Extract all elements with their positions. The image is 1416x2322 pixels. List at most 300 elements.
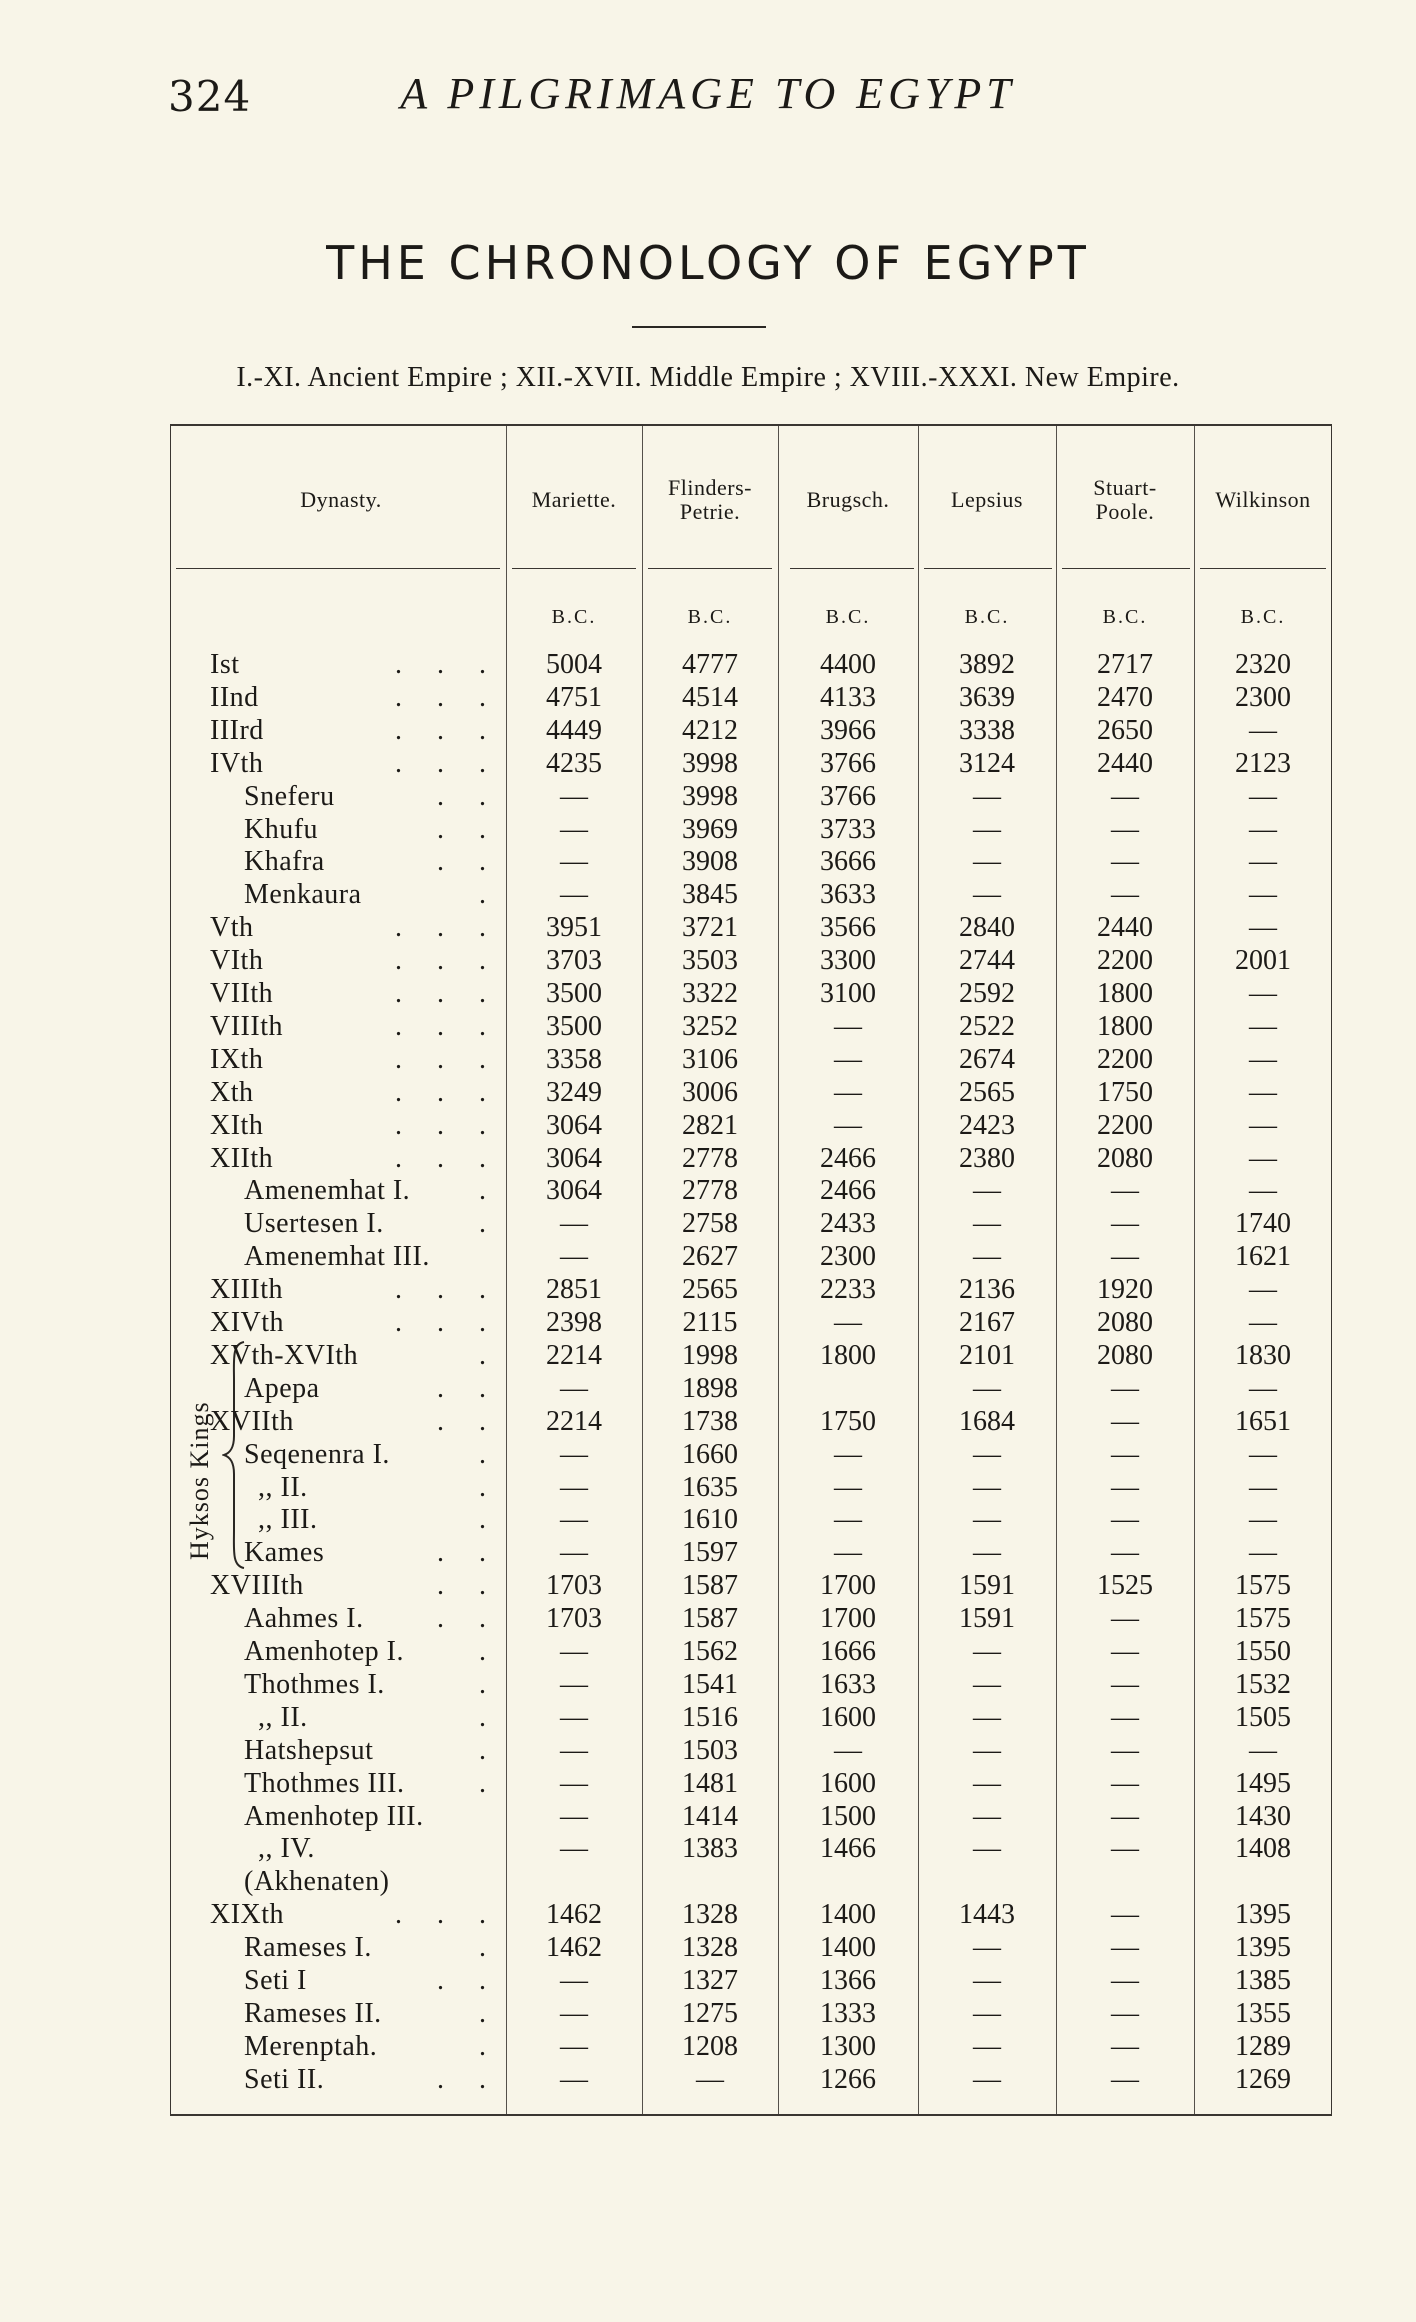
dynasty-name: XIIth xyxy=(210,1142,274,1174)
date-cell: — xyxy=(560,1471,588,1503)
date-cell: — xyxy=(973,2063,1001,2095)
date-cell: 1400 xyxy=(820,1899,876,1931)
date-cell: — xyxy=(1111,1767,1139,1799)
table-row xyxy=(0,1043,1416,1076)
date-cell: 4235 xyxy=(546,747,602,779)
date-cell: 1800 xyxy=(1097,978,1153,1009)
table-row xyxy=(0,1109,1416,1142)
leader-dots: . xyxy=(479,1471,500,1503)
date-cell: 1385 xyxy=(1235,1965,1291,1996)
date-cell: 2440 xyxy=(1097,747,1153,779)
date-cell: — xyxy=(1111,813,1139,845)
date-cell: — xyxy=(1249,1372,1277,1404)
leader-dots: . xyxy=(479,1734,500,1766)
date-cell: — xyxy=(834,1010,862,1042)
leader-dots: . xyxy=(479,2030,500,2062)
dynasty-name: XVIIth xyxy=(210,1405,294,1437)
dynasty-name: ,, III. xyxy=(258,1504,318,1536)
dynasty-name: XVIIIth xyxy=(210,1570,304,1602)
dynasty-name: Vth xyxy=(210,912,254,944)
table-row xyxy=(0,648,1416,681)
dynasty-name: Ist xyxy=(210,649,240,680)
dynasty-name: Thothmes I. xyxy=(244,1668,385,1700)
dynasty-name: Amenemhat I. xyxy=(244,1175,411,1207)
date-cell: — xyxy=(1249,1109,1277,1141)
header-rule xyxy=(512,568,636,569)
leader-dots: . xyxy=(479,1767,500,1799)
bc-unit: B.C. xyxy=(1240,606,1286,628)
date-cell: 1898 xyxy=(682,1372,738,1404)
header-rule xyxy=(1062,568,1190,569)
date-cell: 1700 xyxy=(820,1570,876,1602)
date-cell: 2115 xyxy=(682,1307,738,1338)
leader-dots: . . xyxy=(437,1965,500,1996)
date-cell: 1503 xyxy=(682,1734,738,1766)
date-cell: 2717 xyxy=(1097,649,1153,680)
date-cell: — xyxy=(1111,1734,1139,1766)
date-cell: 1703 xyxy=(546,1603,602,1635)
date-cell: — xyxy=(1111,1438,1139,1470)
date-cell: — xyxy=(973,813,1001,845)
date-cell: 1495 xyxy=(1235,1767,1291,1799)
dynasty-name: ,, II. xyxy=(258,1471,308,1503)
date-cell: — xyxy=(1111,1175,1139,1207)
date-cell: — xyxy=(1111,1208,1139,1240)
date-cell: — xyxy=(1249,879,1277,911)
dynasty-name: Usertesen I. xyxy=(244,1208,384,1240)
table-row xyxy=(0,1405,1416,1438)
date-cell: — xyxy=(560,1701,588,1733)
date-cell: — xyxy=(834,1076,862,1108)
date-cell: 2466 xyxy=(820,1142,876,1174)
date-cell: — xyxy=(973,1208,1001,1240)
table-row xyxy=(0,1964,1416,1997)
date-cell: — xyxy=(973,1504,1001,1536)
dynasty-name: Xth xyxy=(210,1076,254,1108)
date-cell: 3766 xyxy=(820,747,876,779)
date-cell: 2380 xyxy=(959,1142,1015,1174)
date-cell: 1462 xyxy=(546,1899,602,1931)
column-header-petrie: Flinders- Petrie. xyxy=(668,475,752,524)
date-cell: — xyxy=(560,1372,588,1404)
date-cell: — xyxy=(973,1767,1001,1799)
date-cell: 2440 xyxy=(1097,912,1153,944)
date-cell: — xyxy=(1111,1537,1139,1569)
dynasty-name: Sneferu xyxy=(244,780,335,812)
date-cell: 1462 xyxy=(546,1932,602,1964)
table-row xyxy=(0,1931,1416,1964)
table-row xyxy=(0,2063,1416,2096)
date-cell: 2233 xyxy=(820,1274,876,1306)
header-rule xyxy=(790,568,914,569)
date-cell: — xyxy=(560,1833,588,1865)
leader-dots: . xyxy=(479,1701,500,1733)
date-cell: — xyxy=(560,1767,588,1799)
dynasty-name: IVth xyxy=(210,747,264,779)
date-cell: — xyxy=(560,846,588,878)
date-cell: — xyxy=(973,1965,1001,1996)
leader-dots: . . xyxy=(437,1570,500,1602)
date-cell: 1266 xyxy=(820,2063,876,2095)
date-cell: — xyxy=(973,2030,1001,2062)
header-rule xyxy=(1200,568,1326,569)
date-cell: — xyxy=(1249,1043,1277,1075)
date-cell: 3500 xyxy=(546,1010,602,1042)
date-cell: — xyxy=(973,879,1001,911)
table-row xyxy=(0,1471,1416,1504)
leader-dots: . . xyxy=(437,780,500,812)
date-cell: — xyxy=(560,1734,588,1766)
date-cell: — xyxy=(973,1438,1001,1470)
date-cell: 1998 xyxy=(682,1339,738,1371)
date-cell: — xyxy=(1249,978,1277,1009)
date-cell: — xyxy=(973,1372,1001,1404)
date-cell: 1516 xyxy=(682,1701,738,1733)
table-row xyxy=(0,1832,1416,1865)
date-cell: 4400 xyxy=(820,649,876,680)
header-rule xyxy=(176,568,500,569)
date-cell: — xyxy=(834,1504,862,1536)
date-cell: 1505 xyxy=(1235,1701,1291,1733)
dynasty-name: XIIIth xyxy=(210,1274,283,1306)
date-cell: — xyxy=(1249,1175,1277,1207)
dynasty-name: Apepa xyxy=(244,1372,320,1404)
table-row xyxy=(0,1602,1416,1635)
dynasty-name: XIXth xyxy=(210,1899,285,1931)
date-cell: 1591 xyxy=(959,1603,1015,1635)
dynasty-name: ,, II. xyxy=(258,1701,308,1733)
date-cell: 2080 xyxy=(1097,1307,1153,1338)
date-cell: — xyxy=(973,1241,1001,1273)
table-row xyxy=(0,1503,1416,1536)
date-cell: 2200 xyxy=(1097,945,1153,977)
date-cell: — xyxy=(1249,813,1277,845)
leader-dots: . xyxy=(479,1932,500,1964)
date-cell: 3300 xyxy=(820,945,876,977)
date-cell: 1443 xyxy=(959,1899,1015,1931)
date-cell: 1740 xyxy=(1235,1208,1291,1240)
date-cell: 1562 xyxy=(682,1636,738,1667)
table-row xyxy=(0,1174,1416,1207)
table-row xyxy=(0,1800,1416,1833)
table-row xyxy=(0,681,1416,714)
dynasty-name: Seti II. xyxy=(244,2063,325,2095)
date-cell: 1550 xyxy=(1235,1636,1291,1667)
date-cell: — xyxy=(560,1537,588,1569)
dynasty-name: Amenhotep III. xyxy=(244,1800,424,1832)
date-cell: 2398 xyxy=(546,1307,602,1338)
date-cell: 1750 xyxy=(1097,1076,1153,1108)
date-cell: — xyxy=(973,1636,1001,1667)
date-cell: — xyxy=(1111,1504,1139,1536)
date-cell: — xyxy=(1249,1076,1277,1108)
bc-unit: B.C. xyxy=(1102,606,1148,628)
leader-dots: . . . xyxy=(395,912,500,944)
dynasty-name: Hatshepsut xyxy=(244,1734,374,1766)
date-cell: 2851 xyxy=(546,1274,602,1306)
date-cell: — xyxy=(1111,780,1139,812)
date-cell: 2522 xyxy=(959,1010,1015,1042)
date-cell: — xyxy=(560,1241,588,1273)
date-cell: 1597 xyxy=(682,1537,738,1569)
date-cell: 4212 xyxy=(682,714,738,746)
date-cell: — xyxy=(1111,2063,1139,2095)
date-cell: — xyxy=(1111,1241,1139,1273)
dynasty-name: Seti I xyxy=(244,1965,307,1996)
column-header-lepsius: Lepsius xyxy=(951,487,1023,512)
date-cell: — xyxy=(1111,879,1139,911)
leader-dots: . . . xyxy=(395,1010,500,1042)
date-cell: 1830 xyxy=(1235,1339,1291,1371)
date-cell: — xyxy=(1111,1833,1139,1865)
date-cell: 2200 xyxy=(1097,1109,1153,1141)
date-cell: — xyxy=(1249,1142,1277,1174)
date-cell: — xyxy=(834,1043,862,1075)
date-cell: 1575 xyxy=(1235,1570,1291,1602)
header-rule xyxy=(924,568,1052,569)
date-cell: 1466 xyxy=(820,1833,876,1865)
date-cell: 4751 xyxy=(546,681,602,713)
date-cell: — xyxy=(560,1208,588,1240)
date-cell: — xyxy=(560,1504,588,1536)
date-cell: — xyxy=(1249,1307,1277,1338)
date-cell: 2627 xyxy=(682,1241,738,1273)
dynasty-name: Rameses I. xyxy=(244,1932,372,1964)
date-cell: — xyxy=(973,1471,1001,1503)
date-cell: — xyxy=(1249,1010,1277,1042)
leader-dots: . xyxy=(479,1997,500,2029)
dynasty-name: IXth xyxy=(210,1043,264,1075)
dynasty-name: Aahmes I. xyxy=(244,1603,364,1635)
table-row xyxy=(0,1372,1416,1405)
date-cell: — xyxy=(1249,780,1277,812)
leader-dots: . . xyxy=(437,1372,500,1404)
leader-dots: . . . xyxy=(395,1043,500,1075)
date-cell: 3106 xyxy=(682,1043,738,1075)
page-number: 324 xyxy=(168,72,252,121)
table-row xyxy=(0,747,1416,780)
date-cell: 2758 xyxy=(682,1208,738,1240)
date-cell: 1408 xyxy=(1235,1833,1291,1865)
date-cell: 1591 xyxy=(959,1570,1015,1602)
table-row xyxy=(0,1898,1416,1931)
date-cell: 1750 xyxy=(820,1405,876,1437)
date-cell: — xyxy=(973,1537,1001,1569)
date-cell: 1587 xyxy=(682,1603,738,1635)
date-cell: 2650 xyxy=(1097,714,1153,746)
date-cell: 2423 xyxy=(959,1109,1015,1141)
table-row xyxy=(0,813,1416,846)
dynasty-name: VIth xyxy=(210,945,264,977)
header-rule xyxy=(648,568,772,569)
leader-dots: . . . xyxy=(395,681,500,713)
date-cell: 1666 xyxy=(820,1636,876,1667)
date-cell: 2123 xyxy=(1235,747,1291,779)
date-cell: 1414 xyxy=(682,1800,738,1832)
date-cell: 1800 xyxy=(1097,1010,1153,1042)
dynasty-name: Menkaura xyxy=(244,879,362,911)
date-cell: — xyxy=(1249,1537,1277,1569)
leader-dots: . . xyxy=(437,846,500,878)
date-cell: 1481 xyxy=(682,1767,738,1799)
date-cell: — xyxy=(560,1438,588,1470)
date-cell: — xyxy=(1111,1636,1139,1667)
date-cell: 1920 xyxy=(1097,1274,1153,1306)
table-row xyxy=(0,977,1416,1010)
leader-dots: . xyxy=(479,1668,500,1700)
date-cell: 1621 xyxy=(1235,1241,1291,1273)
date-cell: 4777 xyxy=(682,649,738,680)
dynasty-name: VIIIth xyxy=(210,1010,283,1042)
date-cell: 1383 xyxy=(682,1833,738,1865)
date-cell: — xyxy=(560,1800,588,1832)
date-cell: — xyxy=(560,1636,588,1667)
date-cell: 1275 xyxy=(682,1997,738,2029)
dynasty-name: VIIth xyxy=(210,978,274,1009)
date-cell: 1289 xyxy=(1235,2030,1291,2062)
date-cell: — xyxy=(973,1800,1001,1832)
leader-dots: . . . xyxy=(395,1274,500,1306)
date-cell: 1327 xyxy=(682,1965,738,1996)
date-cell: 2433 xyxy=(820,1208,876,1240)
date-cell: 1430 xyxy=(1235,1800,1291,1832)
date-cell: — xyxy=(973,780,1001,812)
leader-dots: . . . xyxy=(395,1142,500,1174)
date-cell: 3064 xyxy=(546,1109,602,1141)
date-cell: 2080 xyxy=(1097,1142,1153,1174)
date-cell: — xyxy=(1111,2030,1139,2062)
date-cell: — xyxy=(1249,846,1277,878)
date-cell: 3249 xyxy=(546,1076,602,1108)
date-cell: — xyxy=(834,1734,862,1766)
table-row xyxy=(0,1207,1416,1240)
table-row xyxy=(0,1306,1416,1339)
date-cell: 3252 xyxy=(682,1010,738,1042)
date-cell: — xyxy=(834,1471,862,1503)
table-row xyxy=(0,878,1416,911)
date-cell: 3639 xyxy=(959,681,1015,713)
leader-dots: . . . xyxy=(395,1899,500,1931)
bc-unit: B.C. xyxy=(551,606,597,628)
date-cell: 3633 xyxy=(820,879,876,911)
dynasty-name: (Akhenaten) xyxy=(244,1866,390,1898)
date-cell: 3124 xyxy=(959,747,1015,779)
date-cell: — xyxy=(973,1734,1001,1766)
date-cell: — xyxy=(1111,1603,1139,1635)
leader-dots: . . xyxy=(437,2063,500,2095)
dynasty-name: XVth-XVIth xyxy=(210,1339,359,1371)
date-cell: — xyxy=(1111,1965,1139,1996)
date-cell: 1500 xyxy=(820,1800,876,1832)
leader-dots: . . . xyxy=(395,1307,500,1338)
dynasty-name: Seqenenra I. xyxy=(244,1438,390,1470)
table-row xyxy=(0,1438,1416,1471)
date-cell: 3500 xyxy=(546,978,602,1009)
date-cell: 3966 xyxy=(820,714,876,746)
date-cell: 1651 xyxy=(1235,1405,1291,1437)
table-row xyxy=(0,1273,1416,1306)
date-cell: — xyxy=(560,1997,588,2029)
column-header-wilkinson: Wilkinson xyxy=(1215,487,1311,512)
date-cell: 2200 xyxy=(1097,1043,1153,1075)
bc-unit: B.C. xyxy=(964,606,1010,628)
date-cell: 1610 xyxy=(682,1504,738,1536)
date-cell: 1328 xyxy=(682,1899,738,1931)
date-cell: — xyxy=(834,1438,862,1470)
dynasty-name: XIVth xyxy=(210,1307,285,1338)
date-cell: — xyxy=(1111,1899,1139,1931)
date-cell: 1525 xyxy=(1097,1570,1153,1602)
dynasty-name: Khufu xyxy=(244,813,319,845)
date-cell: 2470 xyxy=(1097,681,1153,713)
date-cell: — xyxy=(1111,1701,1139,1733)
date-cell: 3908 xyxy=(682,846,738,878)
leader-dots: . xyxy=(479,1208,500,1240)
date-cell: 1208 xyxy=(682,2030,738,2062)
date-cell: 2214 xyxy=(546,1339,602,1371)
table-row xyxy=(0,1536,1416,1569)
date-cell: 3969 xyxy=(682,813,738,845)
date-cell: 3721 xyxy=(682,912,738,944)
leader-dots: . . . xyxy=(395,978,500,1009)
date-cell: 2300 xyxy=(820,1241,876,1273)
date-cell: 1587 xyxy=(682,1570,738,1602)
date-cell: 2214 xyxy=(546,1405,602,1437)
date-cell: 2778 xyxy=(682,1142,738,1174)
table-row xyxy=(0,1339,1416,1372)
leader-dots: . . . xyxy=(395,714,500,746)
table-row xyxy=(0,780,1416,813)
leader-dots: . . xyxy=(437,1603,500,1635)
date-cell: 3845 xyxy=(682,879,738,911)
leader-dots: . . . xyxy=(395,945,500,977)
date-cell: 2565 xyxy=(682,1274,738,1306)
table-row xyxy=(0,1010,1416,1043)
date-cell: 1269 xyxy=(1235,2063,1291,2095)
date-cell: — xyxy=(560,780,588,812)
dynasty-name: Merenptah. xyxy=(244,2030,378,2062)
date-cell: 3666 xyxy=(820,846,876,878)
dynasty-name: Amenhotep I. xyxy=(244,1636,404,1667)
dynasty-name: Rameses II. xyxy=(244,1997,382,2029)
leader-dots: . . . xyxy=(395,1076,500,1108)
table-row xyxy=(0,944,1416,977)
leader-dots: . xyxy=(479,1438,500,1470)
date-cell: 3503 xyxy=(682,945,738,977)
date-cell: 2101 xyxy=(959,1339,1015,1371)
column-header-poole: Stuart- Poole. xyxy=(1093,475,1157,524)
date-cell: 2167 xyxy=(959,1307,1015,1338)
date-cell: 3733 xyxy=(820,813,876,845)
date-cell: — xyxy=(1111,1471,1139,1503)
date-cell: — xyxy=(1111,846,1139,878)
date-cell: 1395 xyxy=(1235,1932,1291,1964)
date-cell: — xyxy=(1249,1438,1277,1470)
dynasty-name: Thothmes III. xyxy=(244,1767,405,1799)
date-cell: — xyxy=(1249,1734,1277,1766)
table-row xyxy=(0,845,1416,878)
leader-dots: . xyxy=(479,1339,500,1371)
date-cell: — xyxy=(1249,912,1277,944)
date-cell: 1400 xyxy=(820,1932,876,1964)
date-cell: 2840 xyxy=(959,912,1015,944)
date-cell: 1703 xyxy=(546,1570,602,1602)
leader-dots: . . xyxy=(437,1405,500,1437)
date-cell: 1532 xyxy=(1235,1668,1291,1700)
date-cell: 1300 xyxy=(820,2030,876,2062)
table-row xyxy=(0,1668,1416,1701)
date-cell: — xyxy=(973,1668,1001,1700)
